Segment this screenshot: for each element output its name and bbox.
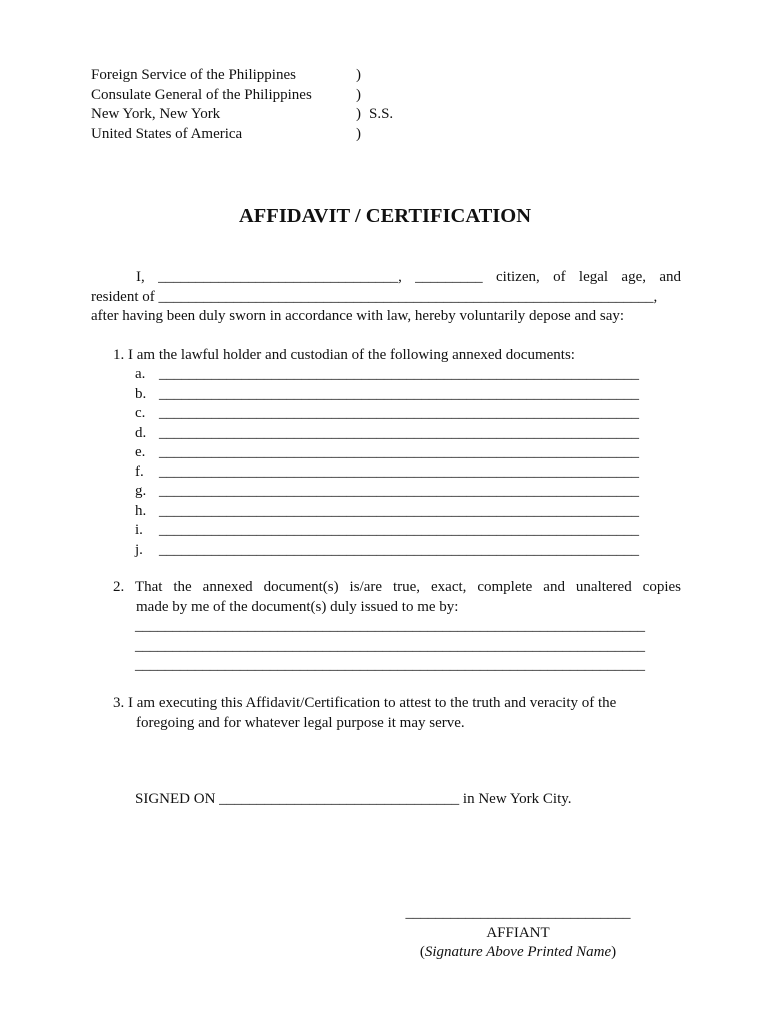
blank-line: ________________________________________________________________ — [159, 366, 639, 382]
document-list-item — [135, 404, 639, 424]
item-2 — [113, 578, 681, 617]
item-3-line-2: foregoing and for whatever legal purpose it may serve. — [136, 714, 465, 731]
blank-line: ________________________________________________________________ — [159, 444, 639, 460]
document-list-item — [135, 365, 639, 385]
list-letter: e. — [135, 444, 146, 460]
list-letter: c. — [135, 405, 146, 421]
venue-line: Foreign Service of the Philippines — [91, 67, 296, 83]
venue-row — [91, 66, 393, 86]
signature-block — [398, 904, 638, 963]
blank-line: ____________________________________________________________________ — [135, 618, 645, 634]
document-list-item — [135, 424, 639, 444]
document-title: AFFIDAVIT / CERTIFICATION — [238, 205, 532, 227]
document-list — [135, 365, 639, 560]
blank-line: ____________________________________________________________________ — [135, 637, 645, 654]
venue-line: New York, New York — [91, 106, 221, 122]
venue-ss-label: S.S. — [369, 106, 394, 122]
intro-paragraph — [91, 268, 681, 327]
venue-line: Consulate General of the Philippines — [91, 86, 312, 103]
blank-line: ________________________________________________________________ — [159, 502, 639, 519]
item-3-line-1: 3. I am executing this Affidavit/Certification to attest to the truth and veracity of the — [113, 695, 617, 711]
blank-line: ________________________________________________________________ — [159, 424, 639, 441]
list-letter: i. — [135, 522, 143, 538]
blank-line: ________________________________________________________________ — [159, 405, 639, 421]
venue-paren: ) — [356, 67, 361, 83]
item-2-line-2: made by me of the document(s) duly issued to me by: — [136, 598, 459, 615]
signature-line: ______________________________ — [405, 905, 631, 921]
item-2-line-1: 2. That the annexed document(s) is/are true, exact, complete and unaltered copies — [113, 579, 681, 595]
list-letter: b. — [135, 385, 147, 402]
venue-row — [91, 105, 393, 125]
document-list-item — [135, 541, 639, 561]
issuer-blank-lines — [135, 617, 645, 676]
signature-caption-text: Signature Above Printed Name — [424, 944, 612, 960]
open-paren: ( — [419, 944, 425, 960]
venue-row — [91, 86, 393, 106]
document-list-item — [135, 521, 639, 541]
venue-paren: ) — [356, 86, 361, 103]
document-list-item — [135, 443, 639, 463]
intro-line-1: I, ________________________________, _________ citizen, of legal age, and — [136, 269, 681, 285]
list-letter: h. — [135, 502, 147, 519]
close-paren: ) — [611, 944, 617, 960]
item-1-text: 1. I am the lawful holder and custodian of the following annexed documents: — [113, 347, 575, 363]
blank-line: ____________________________________________________________________ — [135, 657, 645, 673]
blank-line: ________________________________________________________________ — [159, 522, 639, 538]
signed-on-line: SIGNED ON ________________________________ in New York City. — [135, 791, 572, 807]
blank-line: ________________________________________________________________ — [159, 541, 639, 558]
document-list-item — [135, 482, 639, 502]
document-list-item — [135, 502, 639, 522]
intro-line-2: resident of __________________________________________________________________, — [91, 288, 658, 305]
venue-row — [91, 125, 393, 145]
venue-line: United States of America — [91, 125, 243, 142]
signature-caption — [398, 943, 638, 963]
blank-line: ________________________________________________________________ — [159, 463, 639, 480]
blank-line: ________________________________________________________________ — [159, 483, 639, 499]
affiant-label: AFFIANT — [486, 924, 550, 941]
list-letter: f. — [135, 463, 144, 480]
item-3 — [113, 694, 681, 733]
blank-line: ________________________________________________________________ — [159, 385, 639, 402]
venue-paren: ) — [356, 106, 361, 122]
document-list-item — [135, 463, 639, 483]
venue-paren: ) — [356, 125, 361, 142]
list-letter: d. — [135, 424, 147, 441]
list-letter: g. — [135, 483, 147, 499]
intro-line-3: after having been duly sworn in accordance with law, hereby voluntarily depose and say: — [91, 308, 625, 324]
list-letter: j. — [135, 541, 143, 558]
list-letter: a. — [135, 366, 146, 382]
document-list-item — [135, 385, 639, 405]
venue-block — [91, 66, 393, 144]
